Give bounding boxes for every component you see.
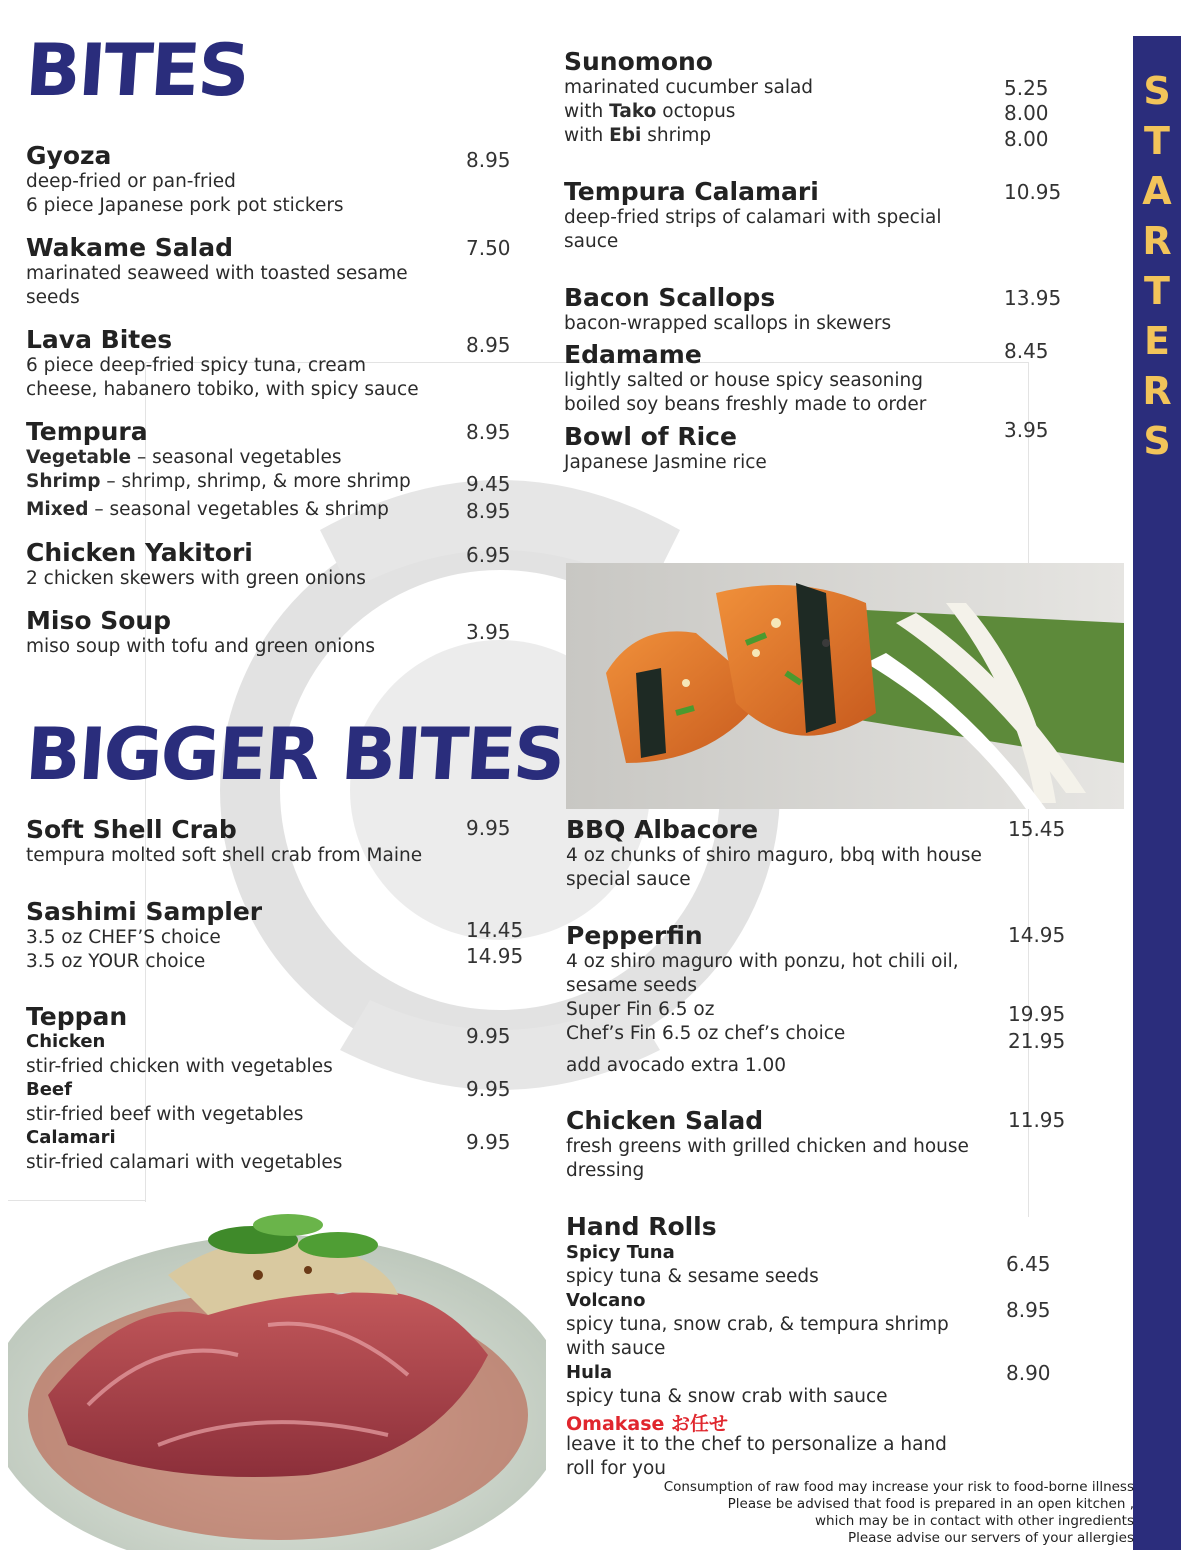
pepperfin-cheffin: Chef’s Fin 6.5 oz chef’s choice xyxy=(566,1023,846,1044)
sunomono-tako-price: 8.00 xyxy=(1004,101,1049,125)
starters-letter: T xyxy=(1144,269,1170,313)
panel-border xyxy=(8,1200,145,1201)
tempura-shrimp: Shrimp – shrimp, shrimp, & more shrimp xyxy=(26,471,411,492)
lava-name: Lava Bites xyxy=(26,325,173,354)
starters-label xyxy=(1133,66,1181,466)
teppan-beef: Beef xyxy=(26,1079,72,1100)
calamari-price: 10.95 xyxy=(1004,180,1062,204)
starters-letter: A xyxy=(1142,169,1172,213)
sunomono-tako: with Tako octopus xyxy=(564,101,736,122)
pepperfin-avocado: add avocado extra 1.00 xyxy=(566,1055,787,1076)
starters-sidebar xyxy=(1133,36,1181,1550)
gyoza-price: 8.95 xyxy=(466,148,511,172)
sunomono-ebi: with Ebi shrimp xyxy=(564,125,712,146)
starters-letter: S xyxy=(1143,69,1171,113)
sashimi-chef: 3.5 oz CHEF’S choice xyxy=(26,927,221,948)
teppan-chicken-desc: stir-fried chicken with vegetables xyxy=(26,1056,333,1077)
chicken-salad-desc: dressing xyxy=(566,1160,645,1181)
pepperfin-superfin: Super Fin 6.5 oz xyxy=(566,999,715,1020)
sunomono-desc: marinated cucumber salad xyxy=(564,77,814,98)
edamame-name: Edamame xyxy=(564,340,702,369)
hand-roll-hula: Hula xyxy=(566,1362,613,1383)
sunomono-price: 5.25 xyxy=(1004,76,1049,100)
sashimi-your-price: 14.95 xyxy=(466,944,524,968)
salmon-photo xyxy=(566,563,1124,809)
hand-roll-omakase-desc: leave it to the chef to personalize a hand xyxy=(566,1434,947,1455)
hand-roll-spicy-tuna-desc: spicy tuna & sesame seeds xyxy=(566,1266,819,1287)
lava-desc: cheese, habanero tobiko, with spicy sauce xyxy=(26,379,419,400)
starters-letter: R xyxy=(1142,369,1172,413)
hand-roll-volcano-desc: spicy tuna, snow crab, & tempura shrimp xyxy=(566,1314,949,1335)
disclaimer-line: which may be in contact with other ingredients xyxy=(814,1513,1134,1529)
scallops-name: Bacon Scallops xyxy=(564,283,776,312)
starters-letter: E xyxy=(1144,319,1170,363)
pepperfin-cheffin-price: 21.95 xyxy=(1008,1029,1066,1053)
hand-roll-volcano-desc: with sauce xyxy=(566,1338,666,1359)
sashimi-your: 3.5 oz YOUR choice xyxy=(26,951,206,972)
edamame-price: 8.45 xyxy=(1004,339,1049,363)
rice-name: Bowl of Rice xyxy=(564,422,737,451)
scallops-price: 13.95 xyxy=(1004,286,1062,310)
calamari-desc: deep-fried strips of calamari with special xyxy=(564,207,942,228)
starters-letter: R xyxy=(1142,219,1172,263)
section-title-bigger-bites: BIGGER BITES xyxy=(23,712,567,796)
pepperfin-superfin-price: 19.95 xyxy=(1008,1002,1066,1026)
teppan-chicken-price: 9.95 xyxy=(466,1024,511,1048)
sunomono-ebi-price: 8.00 xyxy=(1004,127,1049,151)
chicken-salad-desc: fresh greens with grilled chicken and house xyxy=(566,1136,969,1157)
yakitori-desc: 2 chicken skewers with green onions xyxy=(26,568,366,589)
wakame-desc: seeds xyxy=(26,287,80,308)
sashimi-chef-price: 14.45 xyxy=(466,918,524,942)
chicken-salad-price: 11.95 xyxy=(1008,1108,1066,1132)
teppan-name: Teppan xyxy=(26,1002,128,1031)
lava-price: 8.95 xyxy=(466,333,511,357)
wakame-name: Wakame Salad xyxy=(26,233,233,262)
hand-roll-spicy-tuna: Spicy Tuna xyxy=(566,1242,675,1263)
miso-price: 3.95 xyxy=(466,620,511,644)
albacore-desc: special sauce xyxy=(566,869,691,890)
section-title-bites: BITES xyxy=(23,28,251,112)
pepperfin-desc: sesame seeds xyxy=(566,975,698,996)
softshell-price: 9.95 xyxy=(466,816,511,840)
edamame-desc: boiled soy beans freshly made to order xyxy=(564,394,927,415)
softshell-desc: tempura molted soft shell crab from Maine xyxy=(26,845,423,866)
tempura-mixed-price: 8.95 xyxy=(466,499,511,523)
starters-letter: T xyxy=(1144,119,1170,163)
hand-roll-omakase: Omakase お任せ xyxy=(566,1413,729,1435)
sashimi-name: Sashimi Sampler xyxy=(26,897,263,926)
hand-roll-omakase-desc: roll for you xyxy=(566,1458,666,1479)
hand-roll-hula-desc: spicy tuna & snow crab with sauce xyxy=(566,1386,888,1407)
calamari-name: Tempura Calamari xyxy=(564,177,819,206)
tempura-vegetable: Vegetable – seasonal vegetables xyxy=(26,447,342,468)
yakitori-price: 6.95 xyxy=(466,543,511,567)
tuna-photo xyxy=(8,1205,546,1550)
disclaimer-line: Please be advised that food is prepared in an open kitchen , xyxy=(727,1496,1134,1512)
hand-roll-spicy-tuna-price: 6.45 xyxy=(1006,1252,1051,1276)
albacore-price: 15.45 xyxy=(1008,817,1066,841)
teppan-beef-desc: stir-fried beef with vegetables xyxy=(26,1104,304,1125)
gyoza-name: Gyoza xyxy=(26,141,112,170)
tempura-shrimp-price: 9.45 xyxy=(466,472,511,496)
hand-roll-volcano-price: 8.95 xyxy=(1006,1298,1051,1322)
tempura-name: Tempura xyxy=(26,417,148,446)
teppan-chicken: Chicken xyxy=(26,1031,106,1052)
sunomono-name: Sunomono xyxy=(564,47,713,76)
rice-price: 3.95 xyxy=(1004,418,1049,442)
softshell-name: Soft Shell Crab xyxy=(26,815,237,844)
tempura-mixed: Mixed – seasonal vegetables & shrimp xyxy=(26,499,389,520)
lava-desc: 6 piece deep-fried spicy tuna, cream xyxy=(26,355,366,376)
yakitori-name: Chicken Yakitori xyxy=(26,538,253,567)
teppan-calamari-price: 9.95 xyxy=(466,1130,511,1154)
wakame-price: 7.50 xyxy=(466,236,511,260)
starters-letter: S xyxy=(1143,419,1171,463)
hand-roll-hula-price: 8.90 xyxy=(1006,1361,1051,1385)
pepperfin-name: Pepperfin xyxy=(566,921,703,950)
disclaimer-line: Consumption of raw food may increase your risk to food-borne illness xyxy=(663,1479,1134,1495)
teppan-calamari: Calamari xyxy=(26,1127,116,1148)
wakame-desc: marinated seaweed with toasted sesame xyxy=(26,263,408,284)
scallops-desc: bacon-wrapped scallops in skewers xyxy=(564,313,892,334)
chicken-salad-name: Chicken Salad xyxy=(566,1106,764,1135)
disclaimer-line: Please advise our servers of your allergies xyxy=(847,1530,1134,1546)
edamame-desc: lightly salted or house spicy seasoning xyxy=(564,370,923,391)
miso-name: Miso Soup xyxy=(26,606,172,635)
pepperfin-price: 14.95 xyxy=(1008,923,1066,947)
hand-roll-volcano: Volcano xyxy=(566,1290,646,1311)
tempura-price: 8.95 xyxy=(466,420,511,444)
gyoza-desc: deep-fried or pan-fried xyxy=(26,171,236,192)
teppan-calamari-desc: stir-fried calamari with vegetables xyxy=(26,1152,343,1173)
miso-desc: miso soup with tofu and green onions xyxy=(26,636,375,657)
hand-rolls-name: Hand Rolls xyxy=(566,1212,717,1241)
calamari-desc: sauce xyxy=(564,231,619,252)
pepperfin-desc: 4 oz shiro maguro with ponzu, hot chili oil, xyxy=(566,951,959,972)
albacore-desc: 4 oz chunks of shiro maguro, bbq with house xyxy=(566,845,982,866)
rice-desc: Japanese Jasmine rice xyxy=(564,452,767,473)
teppan-beef-price: 9.95 xyxy=(466,1077,511,1101)
albacore-name: BBQ Albacore xyxy=(566,815,759,844)
gyoza-desc: 6 piece Japanese pork pot stickers xyxy=(26,195,344,216)
